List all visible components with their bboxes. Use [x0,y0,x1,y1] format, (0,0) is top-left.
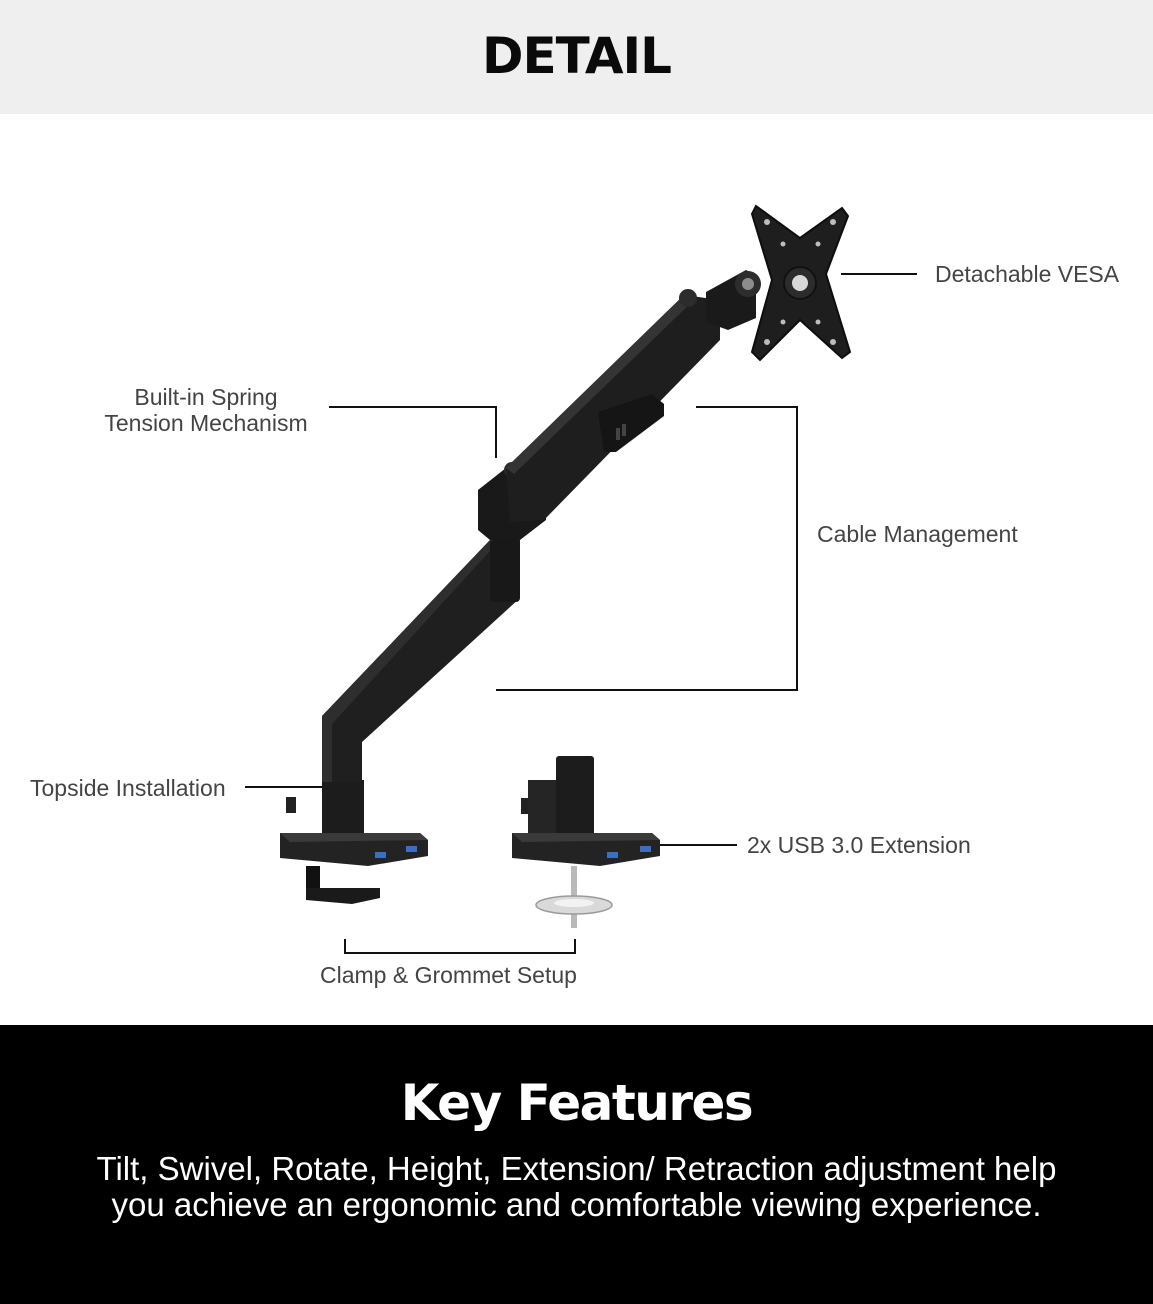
grommet-base [512,756,660,928]
tilt-head [706,270,761,330]
upper-arm [506,289,720,522]
callout-cable-management: Cable Management [817,521,1018,547]
spring-leader-line [329,407,496,458]
callout-spring-line1: Built-in Spring [134,384,278,410]
header-banner [0,0,1153,114]
callout-usb-extension: 2x USB 3.0 Extension [747,832,971,858]
lower-arm [322,540,520,782]
clamp-base [280,780,428,904]
callout-spring-line2: Tension Mechanism [104,410,308,436]
key-features-banner [0,1025,1153,1304]
callout-spring-mechanism [92,384,320,436]
callout-clamp-grommet: Clamp & Grommet Setup [320,962,577,988]
page-title: DETAIL [481,27,672,85]
key-features-title: Key Features [400,1074,753,1132]
monitor-arm-illustration [0,114,1153,1026]
vesa-plate [752,206,850,360]
key-features-description: Tilt, Swivel, Rotate, Height, Extension/ Retraction adjustment help you achieve an ergonomic and comfortable viewing experience. [96,1150,1057,1223]
callout-topside-installation: Topside Installation [30,775,226,801]
callout-detachable-vesa: Detachable VESA [935,261,1120,287]
clamp-leader-bracket [345,939,575,953]
